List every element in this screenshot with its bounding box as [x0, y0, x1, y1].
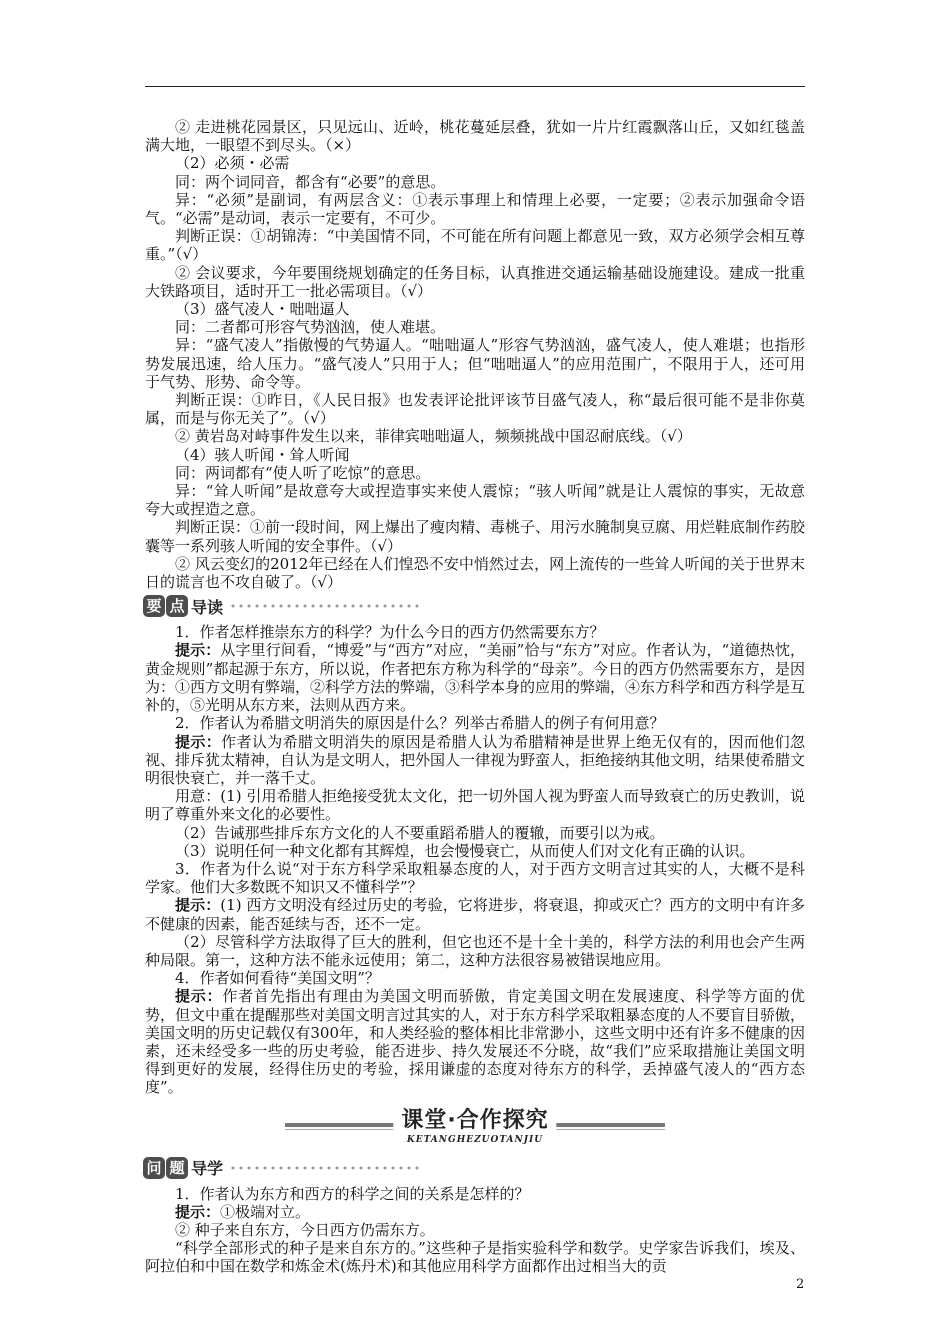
dotted-divider	[229, 1166, 419, 1170]
dotted-divider	[229, 604, 419, 608]
answer	[145, 987, 805, 1096]
answer-text: 作者认为希腊文明消失的原因是希腊人认为希腊精神是世界上绝无仅有的，因而他们忽视、排斥犹太精神，自认为是文明人，把外国人一律视为野蛮人，拒绝接纳其他文明，结果使希腊文明很快衰亡，并一落千丈。	[145, 732, 806, 787]
banner-title: 课堂·合作探究	[393, 1103, 556, 1134]
answer-text: ①极端对立。	[220, 1202, 311, 1221]
answer-text: (1) 西方文明没有经过历史的考验，它将进步，将衰退，抑或灭亡？西方的文明中有许多不健康的因素，能否延续与否，还不一定。	[145, 896, 805, 933]
subheading: （4）骇人听闻・耸人听闻	[175, 445, 350, 464]
hint-label: 提示：	[175, 732, 222, 751]
answer-text: 作者首先指出有理由为美国文明而骄傲，肯定美国文明在发展速度、科学等方面的优势，但文中重在提醒那些对美国文明言过其实的人，对于东方科学采取粗暴态度的人不要盲目骄傲，美国文明的历史记载仅有300年，和人类经验的整体相比非常渺小，这些文明中还有许多不健康的因素，还未经受多一些的历史考验，能否进步、持久发展还不分晓，故“我们”应采取措施让美国文明得到更好的发展，经得住历史的考验，採用谦虚的态度对待东方的科学，丢掉盛气凌人的“西方态度”。	[145, 987, 806, 1097]
document-body	[145, 118, 805, 1276]
paragraph: 同：二者都可形容气势汹汹，使人难堪。	[175, 318, 446, 337]
answer	[145, 896, 805, 932]
section-badge	[143, 1157, 189, 1179]
paragraph: 同：两词都有“使人听了吃惊”的意思。	[175, 463, 431, 482]
paragraph: 判断正误：①前一段时间，网上爆出了瘦肉精、毒桃子、用污水腌制臭豆腐、用烂鞋底制作药胶囊等一系列骇人听闻的安全事件。（√）	[145, 518, 806, 555]
question: 4．作者如何看待“美国文明”？	[175, 969, 380, 988]
question: 1．作者怎样推崇东方的科学？为什么今日的西方仍然需要东方？	[175, 623, 605, 642]
paragraph: （2）尽管科学方法取得了巨大的胜利，但它也还不是十全十美的，科学方法的利用也会产生两种局限。第一，这种方法不能永远使用；第二，这种方法很容易被错误地应用。	[145, 932, 805, 969]
page-number: 2	[796, 1277, 805, 1292]
paragraph: “科学全部形式的种子是来自东方的。”这些种子是指实验科学和数学。史学家告诉我们，埃及、阿拉伯和中国在数学和炼金术(炼丹术)和其他应用科学方面都作出过相当大的贡	[145, 1239, 805, 1276]
question: 3．作者为什么说“对于东方科学采取粗暴态度的人，对于西方文明言过其实的人，大概不是科学家。他们大多数既不知识又不懂科学”？	[145, 859, 805, 897]
badge-char: 题	[166, 1157, 188, 1179]
badge-char: 问	[143, 1157, 165, 1179]
paragraph: （2）告诫那些排斥东方文化的人不要重蹈希腊人的覆辙，而要引以为戒。	[175, 823, 665, 842]
paragraph: ② 走进桃花园景区，只见远山、近岭，桃花蔓延层叠，犹如一片片红霞飘落山丘，又如红毯盖满大地，一眼望不到尽头。（×）	[145, 118, 805, 155]
answer	[145, 1203, 805, 1221]
paragraph: 异：“必须”是副词，有两层含义：①表示事理上和情理上必要，一定要；②表示加强命令语气。“必需”是动词，表示一定要有，不可少。	[145, 190, 805, 228]
paragraph: 判断正误：①昨日，《人民日报》也发表评论批评该节目盛气凌人，称“最后很可能不是非你莫属，而是与你无关了”。（√）	[145, 391, 805, 428]
hint-label: 提示：	[175, 1202, 221, 1221]
badge-char: 要	[143, 595, 165, 617]
hint-label: 提示：	[175, 987, 223, 1006]
answer	[145, 641, 805, 714]
section-title: 导读	[191, 597, 224, 617]
paragraph: 异：“耸人听闻”是故意夸大或捏造事实来使人震惊；“骇人听闻”就是让人震惊的事实，无故意夸大或捏造之意。	[145, 482, 805, 519]
paragraph: 同：两个词同音，都含有“必要”的意思。	[175, 172, 446, 191]
section-header-questions	[143, 1155, 805, 1181]
paragraph: ② 风云变幻的2012年已经在人们惶恐不安中悄然过去，网上流传的一些耸人听闻的关于世界末日的谎言也不攻自破了。（√）	[145, 554, 805, 592]
section-badge	[143, 595, 189, 617]
hint-label: 提示：	[175, 641, 221, 660]
answer	[145, 733, 805, 788]
hint-label: 提示：	[175, 896, 221, 915]
paragraph: ② 黄岩岛对峙事件发生以来，菲律宾咄咄逼人，频频挑战中国忍耐底线。（√）	[175, 427, 692, 446]
section-banner	[145, 1101, 805, 1151]
banner-subtitle: KETANGHEZUOTANJIU	[406, 1134, 544, 1145]
subheading: （3）盛气凌人・咄咄逼人	[175, 300, 350, 319]
paragraph: 用意：(1) 引用希腊人拒绝接受犹太文化，把一切外国人视为野蛮人而导致衰亡的历史教训，说明了尊重外来文化的必要性。	[145, 787, 805, 824]
paragraph: ② 会议要求，今年要围绕规划确定的任务目标，认真推进交通运输基础设施建设。建成一批重大铁路项目，适时开工一批必需项目。（√）	[145, 263, 805, 300]
section-header-key-points	[143, 593, 805, 619]
paragraph: ② 种子来自东方，今日西方仍需东方。	[175, 1220, 435, 1239]
section-title: 导学	[191, 1159, 224, 1179]
paragraph: （3）说明任何一种文化都有其辉煌，也会慢慢衰亡，从而使人们对文化有正确的认识。	[175, 841, 755, 860]
paragraph: 异：“盛气凌人”指傲慢的气势逼人。“咄咄逼人”形容气势汹汹，盛气凌人，使人难堪；也指形势发展迅速，给人压力。“盛气凌人”只用于人；但“咄咄逼人”的应用范围广，不限用于人，还可用于气势、形势、命令等。	[145, 336, 805, 391]
answer-text: 从字里行间看，“博爱”与“西方”对应，“美丽”恰与“东方”对应。作者认为，“道德热忱，黄金规则”都起源于东方，所以说，作者把东方称为科学的“母亲”。今日的西方仍然需要东方，是因为：①西方文明有弊端，②科学方法的弊端，③科学本身的应用的弊端，④东方科学和西方科学是互补的，⑤光明从东方来，法则从西方来。	[145, 641, 806, 715]
subheading: （2）必须・必需	[175, 154, 290, 173]
paragraph: 判断正误：①胡锦涛：“中美国情不同，不可能在所有问题上都意见一致，双方必须学会相互尊重。”（√）	[145, 227, 805, 264]
header-rule	[145, 86, 805, 87]
question: 2．作者认为希腊文明消失的原因是什么？列举古希腊人的例子有何用意？	[175, 714, 665, 733]
badge-char: 点	[166, 595, 188, 617]
question: 1．作者认为东方和西方的科学之间的关系是怎样的？	[175, 1184, 530, 1203]
